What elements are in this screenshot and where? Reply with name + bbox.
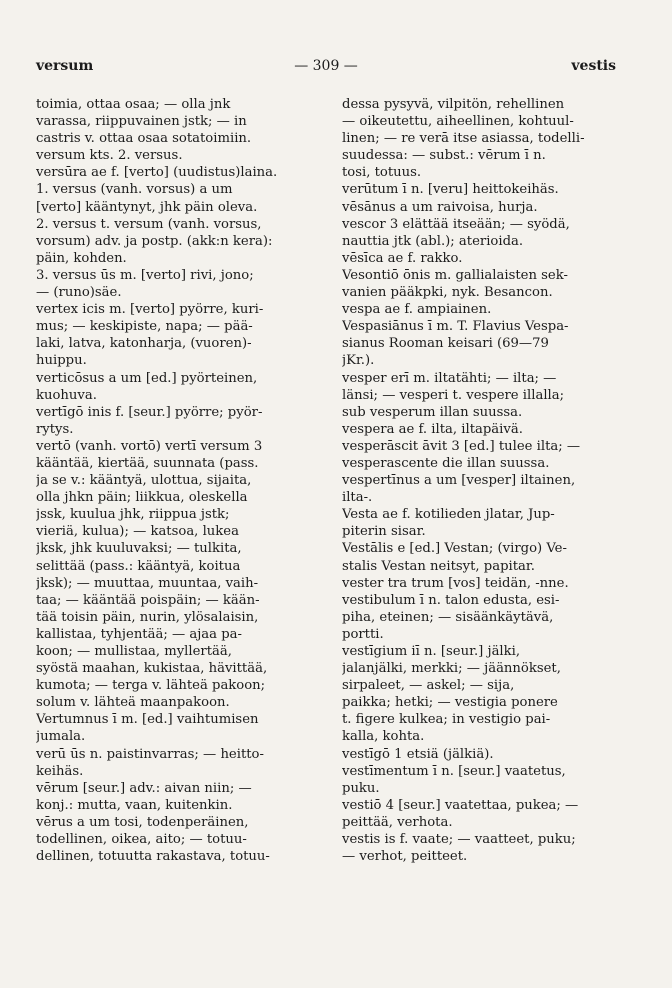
dictionary-line: t. figere kulkea; in vestigio pai- xyxy=(342,712,551,728)
dictionary-line: syöstä maahan, kukistaa, hävittää, xyxy=(36,661,268,677)
dictionary-line: 3. versus ūs m. [verto] rivi, jono; xyxy=(36,267,254,283)
dictionary-line: Vertumnus ī m. [ed.] vaihtumisen xyxy=(36,712,259,728)
dictionary-line: vorsum) adv. ja postp. (akk:n kera): xyxy=(36,233,273,249)
dictionary-line: jksk, jhk kuuluvaksi; — tulkita, xyxy=(36,541,242,557)
dictionary-line: vestīmentum ī n. [seur.] vaatetus, xyxy=(342,763,566,779)
left-column xyxy=(36,96,324,865)
dictionary-line: laki, latva, katonharja, (vuoren)- xyxy=(36,336,252,352)
dictionary-line: ilta-. xyxy=(342,490,373,506)
dictionary-line: vēsānus a um raivoisa, hurja. xyxy=(342,199,538,215)
dictionary-line: sub vesperum illan suussa. xyxy=(342,404,523,420)
dictionary-line: piha, eteinen; — sisäänkäytävä, xyxy=(342,609,554,625)
dictionary-line: stalis Vestan neitsyt, papitar. xyxy=(342,558,535,574)
dictionary-line: vespa ae f. ampiainen. xyxy=(342,302,492,318)
dictionary-line: sirpaleet, — askel; — sija, xyxy=(342,678,515,694)
dictionary-line: vēsīca ae f. rakko. xyxy=(342,250,463,266)
dictionary-line: jKr.). xyxy=(342,353,375,369)
dictionary-line: rytys. xyxy=(36,421,74,437)
dictionary-line: verticōsus a um [ed.] pyörteinen, xyxy=(36,370,258,386)
dictionary-line: vesperāscit āvit 3 [ed.] tulee ilta; — xyxy=(342,438,581,454)
dictionary-line: castris v. ottaa osaa sotatoimiin. xyxy=(36,131,252,147)
dictionary-line: verūtum ī n. [veru] heittokeihäs. xyxy=(342,182,559,198)
dictionary-line: Vesontiō ōnis m. gallialaisten sek- xyxy=(342,267,568,283)
dictionary-line: jumala. xyxy=(36,729,86,745)
dictionary-line: jalanjälki, merkki; — jäännökset, xyxy=(342,661,561,677)
dictionary-line: päin, kohden. xyxy=(36,250,127,266)
dictionary-line: Vestālis e [ed.] Vestan; (virgo) Ve- xyxy=(342,541,567,557)
dictionary-line: solum v. lähteä maanpakoon. xyxy=(36,695,230,711)
dictionary-line: vērus a um tosi, todenperäinen, xyxy=(36,814,249,830)
page-number: — 309 — xyxy=(294,58,358,74)
dictionary-line: koon; — mullistaa, myllertää, xyxy=(36,644,232,659)
dictionary-line: huippu. xyxy=(36,353,87,369)
dictionary-line: tosi, totuus. xyxy=(342,165,422,181)
dictionary-line: Vespasiānus ī m. T. Flavius Vespa- xyxy=(342,319,569,335)
dictionary-line: puku. xyxy=(342,780,380,796)
dictionary-line: olla jhkn päin; liikkua, oleskella xyxy=(36,490,248,506)
dictionary-line: länsi; — vesperi t. vespere illalla; xyxy=(342,387,565,403)
dictionary-line: todellinen, oikea, aito; — totuu- xyxy=(36,832,247,848)
dictionary-line: sianus Rooman keisari (69—79 xyxy=(342,336,549,352)
dictionary-line: ja se v.: kääntyä, ulottua, sijaita, xyxy=(36,473,252,489)
page-header xyxy=(36,58,616,78)
header-right-guide-word: vestis xyxy=(571,58,616,74)
header-left-guide-word: versum xyxy=(36,58,94,74)
dictionary-line: versūra ae f. [verto] (uudistus)laina. xyxy=(36,165,278,181)
dictionary-line: 2. versus t. versum (vanh. vorsus, xyxy=(36,216,262,232)
dictionary-line: kallistaa, tyhjentää; — ajaa pa- xyxy=(36,626,242,642)
dictionary-line: portti. xyxy=(342,626,384,642)
dictionary-line: vestiō 4 [seur.] vaatettaa, pukea; — xyxy=(342,797,579,813)
dictionary-line: toimia, ottaa osaa; — olla jnk xyxy=(36,97,231,112)
dictionary-line: nauttia jtk (abl.); aterioida. xyxy=(342,233,524,249)
dictionary-line: kääntää, kiertää, suunnata (pass. xyxy=(36,455,259,471)
dictionary-line: konj.: mutta, vaan, kuitenkin. xyxy=(36,797,233,813)
dictionary-line: selittää (pass.: kääntyä, koitua xyxy=(36,558,241,574)
dictionary-line: peittää, verhota. xyxy=(342,814,453,830)
dictionary-line: 1. versus (vanh. vorsus) a um xyxy=(36,182,233,198)
dictionary-line: [verto] kääntynyt, jhk päin oleva. xyxy=(36,199,258,215)
dictionary-line: vestīgō 1 etsiä (jälkiä). xyxy=(342,746,494,762)
dictionary-line: vanien pääkpki, nyk. Besancon. xyxy=(342,285,553,301)
dictionary-line: tää toisin päin, nurin, ylösalaisin, xyxy=(36,609,259,625)
dictionary-line: mus; — keskipiste, napa; — pää- xyxy=(36,319,253,335)
dictionary-line: vertex icis m. [verto] pyörre, kuri- xyxy=(36,302,264,318)
dictionary-line: keihäs. xyxy=(36,763,84,779)
dictionary-line: kumota; — terga v. lähteä pakoon; xyxy=(36,678,266,694)
dictionary-line: vester tra trum [vos] teidän, -nne. xyxy=(342,575,569,591)
dictionary-line: — verhot, peitteet. xyxy=(342,849,468,865)
dictionary-line: dellinen, totuutta rakastava, totuu- xyxy=(36,849,270,865)
dictionary-line: — oikeutettu, aiheellinen, kohtuul- xyxy=(342,114,574,130)
dictionary-line: kalla, kohta. xyxy=(342,729,425,745)
dictionary-line: vestibulum ī n. talon edusta, esi- xyxy=(342,592,560,608)
dictionary-line: — (runo)säe. xyxy=(36,285,122,301)
right-column xyxy=(342,96,622,865)
dictionary-line: jssk, kuulua jhk, riippua jstk; xyxy=(36,507,230,523)
dictionary-line: varassa, riippuvainen jstk; — in xyxy=(36,114,247,130)
dictionary-line: versum kts. 2. versus. xyxy=(36,148,183,164)
dictionary-line: vesper erī m. iltatähti; — ilta; — xyxy=(342,370,557,386)
dictionary-line: jksk); — muuttaa, muuntaa, vaih- xyxy=(36,575,259,591)
dictionary-line: linen; — re verā itse asiassa, todelli- xyxy=(342,131,585,147)
dictionary-line: taa; — kääntää poispäin; — kään- xyxy=(36,592,260,608)
dictionary-line: vieriä, kulua); — katsoa, lukea xyxy=(36,524,239,540)
dictionary-line: Vesta ae f. kotilieden jlatar, Jup- xyxy=(342,507,555,523)
dictionary-line: vespertīnus a um [vesper] iltainen, xyxy=(342,473,576,489)
dictionary-line: verū ūs n. paistinvarras; — heitto- xyxy=(36,746,264,762)
dictionary-line: vestīgium iī n. [seur.] jälki, xyxy=(342,644,521,659)
dictionary-line: vertō (vanh. vortō) vertī versum 3 xyxy=(36,438,263,454)
dictionary-line: vestis is f. vaate; — vaatteet, puku; xyxy=(342,832,576,848)
dictionary-line: kuohuva. xyxy=(36,387,97,403)
dictionary-line: vesperascente die illan suussa. xyxy=(342,455,550,471)
dictionary-line: vespera ae f. ilta, iltapäivä. xyxy=(342,421,523,437)
dictionary-line: piterin sisar. xyxy=(342,524,426,540)
dictionary-line: vērum [seur.] adv.: aivan niin; — xyxy=(36,780,252,796)
dictionary-line: suudessa: — subst.: vērum ī n. xyxy=(342,148,546,164)
dictionary-line: dessa pysyvä, vilpitön, rehellinen xyxy=(342,97,565,112)
dictionary-line: paikka; hetki; — vestigia ponere xyxy=(342,695,558,711)
dictionary-line: vertīgō inis f. [seur.] pyörre; pyör- xyxy=(36,404,263,420)
dictionary-line: vescor 3 elättää itseään; — syödä, xyxy=(342,216,570,232)
